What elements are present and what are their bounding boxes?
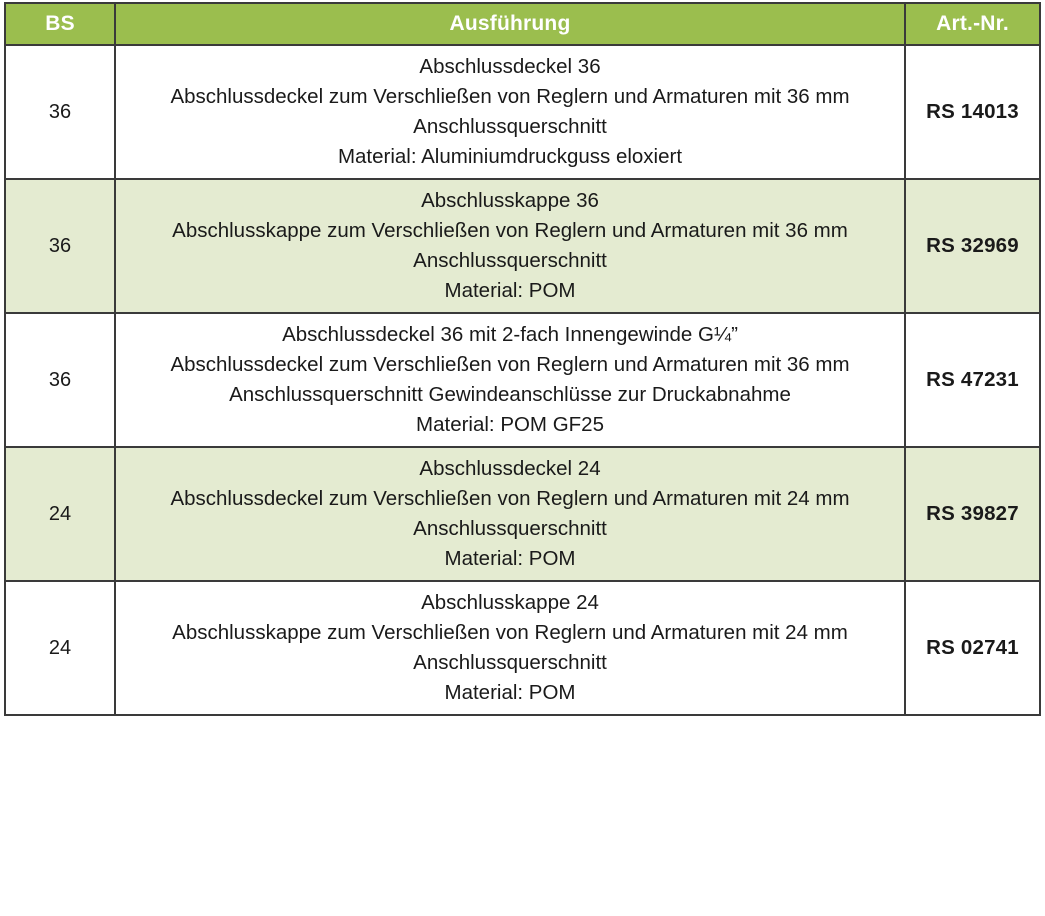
table-body — [5, 45, 1040, 715]
description-line: Abschlusskappe 36 — [421, 189, 599, 212]
cell-description — [115, 581, 905, 715]
column-header-ausfuehrung: Ausführung — [115, 3, 905, 45]
cell-bs: 36 — [5, 45, 115, 179]
description-line: Material: POM — [444, 547, 576, 570]
description-line: Material: POM GF25 — [416, 413, 604, 436]
description-line: Material: POM — [444, 681, 576, 704]
description-line: Abschlussdeckel zum Verschließen von Reglern und Armaturen mit 36 mm — [170, 85, 850, 108]
column-header-artnr: Art.-Nr. — [905, 3, 1040, 45]
cell-bs: 24 — [5, 581, 115, 715]
cell-description — [115, 313, 905, 447]
table-header-row — [5, 3, 1040, 45]
cell-bs: 24 — [5, 447, 115, 581]
description-line: Abschlussdeckel zum Verschließen von Reglern und Armaturen mit 24 mm — [170, 487, 850, 510]
table-row — [5, 313, 1040, 447]
description-line: Abschlusskappe zum Verschließen von Reglern und Armaturen mit 36 mm — [172, 219, 848, 242]
cell-bs: 36 — [5, 179, 115, 313]
cell-art-nr: RS 02741 — [905, 581, 1040, 715]
description-line: Material: POM — [444, 279, 576, 302]
table-row — [5, 179, 1040, 313]
column-header-bs: BS — [5, 3, 115, 45]
description-line: Abschlussdeckel 36 — [419, 55, 601, 78]
cell-art-nr: RS 47231 — [905, 313, 1040, 447]
description-line: Abschlussdeckel zum Verschließen von Reglern und Armaturen mit 36 mm — [170, 353, 850, 376]
cell-description — [115, 45, 905, 179]
cell-art-nr: RS 39827 — [905, 447, 1040, 581]
description-line: Anschlussquerschnitt — [413, 517, 607, 540]
description-line: Anschlussquerschnitt — [413, 651, 607, 674]
table-row — [5, 581, 1040, 715]
description-line: Abschlussdeckel 36 mit 2-fach Innengewinde G¼” — [282, 323, 738, 346]
table-header — [5, 3, 1040, 45]
table-row — [5, 45, 1040, 179]
description-line: Abschlusskappe 24 — [421, 591, 599, 614]
description-line: Abschlusskappe zum Verschließen von Reglern und Armaturen mit 24 mm — [172, 621, 848, 644]
description-line: Material: Aluminiumdruckguss eloxiert — [337, 145, 683, 168]
cell-description — [115, 179, 905, 313]
cell-description — [115, 447, 905, 581]
product-table — [4, 2, 1041, 716]
description-line: Anschlussquerschnitt — [413, 249, 607, 272]
description-line: Abschlussdeckel 24 — [419, 457, 601, 480]
table-row — [5, 447, 1040, 581]
cell-bs: 36 — [5, 313, 115, 447]
cell-art-nr: RS 32969 — [905, 179, 1040, 313]
cell-art-nr: RS 14013 — [905, 45, 1040, 179]
description-line: Anschlussquerschnitt Gewindeanschlüsse zur Druckabnahme — [229, 383, 791, 406]
description-line: Anschlussquerschnitt — [413, 115, 607, 138]
